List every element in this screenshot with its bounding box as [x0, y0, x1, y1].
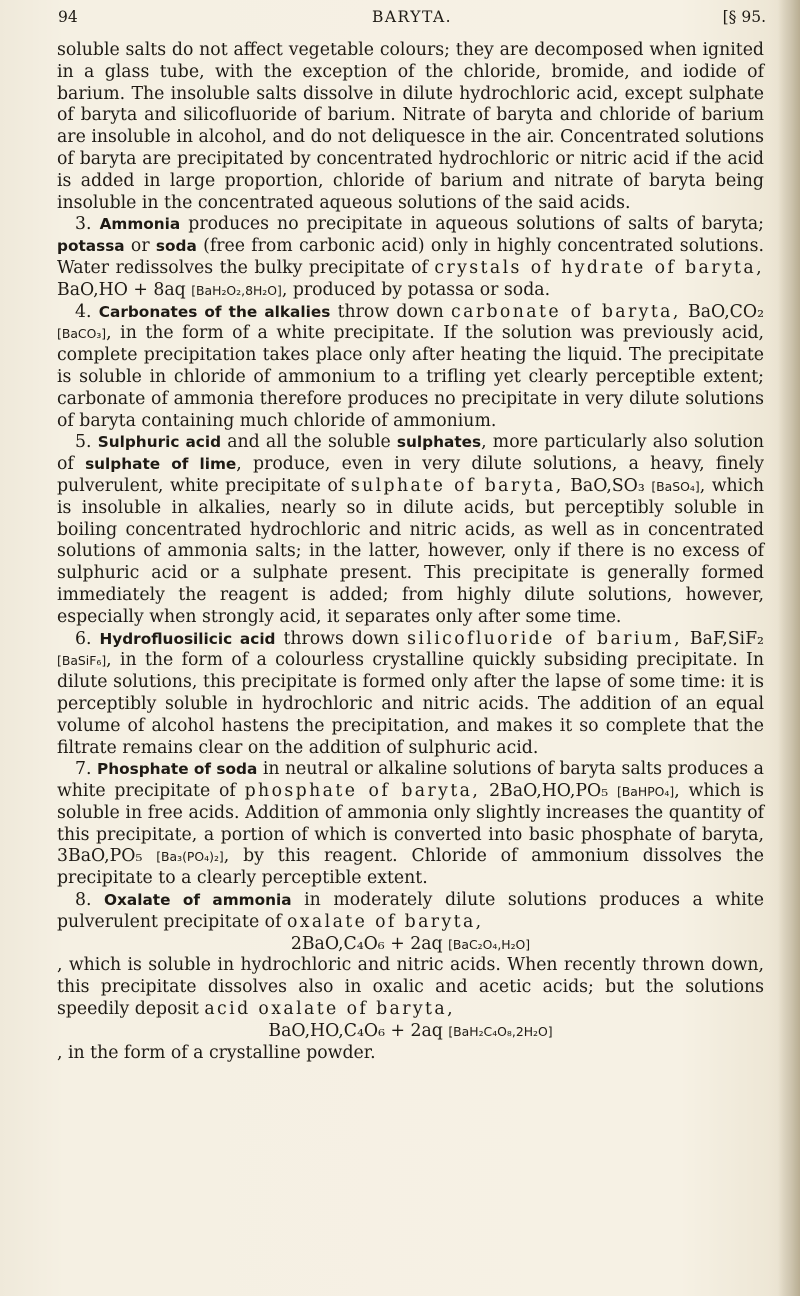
product-name: sulphate of baryta,: [350, 475, 564, 496]
text-run: (free from carbonic acid) only in highly concentrated solutions. Water redissolves the bulky precipitate of: [57, 236, 764, 278]
formula-old: BaF,SiF₂: [681, 628, 764, 649]
product-name: phosphate of baryta,: [244, 781, 481, 802]
text-run: , in the form of a crystalline powder.: [57, 1042, 376, 1063]
formula-modern: [BaC₂O₄,H₂O]: [448, 936, 531, 952]
formula-modern: [BaSO₄]: [651, 478, 700, 494]
paragraph-4-carbonates: [57, 302, 764, 433]
item-number: 4.: [75, 301, 92, 322]
product-name: crystals of hydrate of baryta,: [434, 257, 764, 278]
text-run: , produced by potassa or soda.: [281, 279, 551, 300]
reagent-heading: potassa: [57, 237, 125, 256]
formula-old: BaO,HO + 8aq: [57, 279, 192, 300]
formula-old: 2BaO,C₄O₆ + 2aq: [290, 933, 449, 954]
paragraph-8-oxalate: [57, 890, 764, 1064]
text-run: throws down: [275, 628, 408, 649]
paragraph-3-ammonia: [57, 214, 764, 301]
product-name: carbonate of baryta,: [451, 301, 681, 322]
formula-old: BaO,HO,C₄O₆ + 2aq: [268, 1020, 449, 1041]
reagent-heading: sulphates: [396, 433, 482, 452]
reagent-heading: Carbonates of the alkalies: [98, 302, 331, 321]
formula-modern: [BaHPO₄]: [616, 784, 675, 800]
page-number: 94: [58, 8, 78, 26]
formula-modern: [BaH₂O₂,8H₂O]: [191, 282, 282, 298]
text-run: , in the form of a white precipitate. If the solution was previously acid, complete precipitation takes place only after heating the liquid. The precipitate is soluble in chloride of ammonium to a trifling yet clearly perceptible extent; carbonate of ammonia therefore produces no precipitate in very dilute solutions of baryta containing much chloride of ammonium.: [57, 323, 764, 431]
text-run: , more particularly also solution of: [57, 432, 764, 475]
reagent-heading: Ammonia: [99, 215, 181, 234]
formula-modern: [BaH₂C₄O₈,2H₂O]: [448, 1023, 553, 1039]
text-run: , which is soluble in free acids. Addition of ammonia only slightly increases the quantity of this precipitate, a portion of which is converted into basic phosphate of baryta, 3BaO,PO₅: [57, 781, 764, 867]
reagent-heading: Oxalate of ammonia: [104, 891, 292, 910]
formula-old: BaO,SO₃: [563, 475, 652, 496]
centered-formula: [57, 1021, 764, 1043]
centered-formula: [57, 934, 764, 956]
text-run: or: [124, 236, 156, 257]
formula-old: BaO,CO₂: [680, 301, 765, 322]
paragraph-6-hydrofluosilicic: [57, 629, 764, 760]
paragraph-7-phosphate: [57, 759, 764, 890]
text-run: and all the soluble: [221, 432, 397, 453]
section-number: [§ 95.: [722, 8, 766, 26]
paragraph-intro: soluble salts do not affect vegetable colours; they are decomposed when ignited in a glass tube, with the exception of the chloride, bromide, and iodide of barium. The insoluble salts dissolve in dilute hydrochloric acid, except sulphate of baryta and silicofluoride of barium. Nitrate of baryta and chloride of barium are insoluble in alcohol, and do not deliquesce in the air. Concentrated solutions of baryta are precipitated by concentrated hydrochloric or nitric acid if the acid is added in large proportion, chloride of barium and nitrate of baryta being insoluble in the concentrated aqueous solutions of the said acids.: [57, 40, 764, 213]
running-header: [58, 8, 766, 34]
formula-modern: [BaSiF₆]: [57, 653, 107, 669]
item-number: 8.: [75, 890, 92, 911]
paragraph-5-sulphuric: [57, 432, 764, 628]
formula-modern: [BaCO₃]: [57, 326, 107, 342]
running-title: BARYTA.: [371, 8, 453, 26]
body-text: [57, 40, 764, 1064]
product-name: acid oxalate of baryta,: [204, 999, 455, 1020]
formula-old: 2BaO,HO,PO₅: [480, 781, 617, 802]
product-name: oxalate of baryta,: [286, 911, 484, 932]
reagent-heading: Sulphuric acid: [97, 433, 222, 452]
text-run: in neutral or alkaline solutions of baryta salts produces a white precipitate of: [57, 759, 764, 802]
reagent-heading: sulphate of lime: [85, 455, 237, 474]
item-number: 7.: [75, 759, 92, 780]
item-number: 6.: [75, 628, 92, 649]
reagent-heading: soda: [155, 237, 197, 256]
text-run: , which is soluble in hydrochloric and nitric acids. When recently thrown down, this precipitate dissolves also in oxalic and acetic acids; but the solutions speedily deposit: [57, 955, 764, 1020]
item-number: 5.: [75, 432, 92, 453]
text-run: , produce, even in very dilute solutions, a heavy, finely pulverulent, white precipitate of: [57, 454, 764, 496]
product-name: silicofluoride of barium,: [407, 628, 682, 649]
reagent-heading: Hydrofluosilicic acid: [99, 629, 276, 648]
text-run: , in the form of a colourless crystalline quickly subsiding precipitate. In dilute solutions, this precipitate is formed only after the lapse of some time: it is perceptibly soluble in hydrochloric and nitric acids. The addition of an equal volume of alcohol hastens the precipitation, and makes it so complete that the filtrate remains clear on the addition of sulphuric acid.: [57, 650, 764, 758]
text-run: produces no precipitate in aqueous solutions of salts of baryta;: [180, 214, 764, 235]
reagent-heading: Phosphate of soda: [97, 760, 258, 779]
text-run: , which is insoluble in alkalies, nearly so in dilute acids, but perceptibly soluble in boiling concentrated hydrochloric and nitric acids, as well as in concentrated solutions of ammonia salts; in the latter, however, only if there is no excess of sulphuric acid or a sulphate present. This precipitate is generally formed immediately the reagent is added; from highly dilute solutions, however, especially when strongly acid, it separates only after some time.: [57, 475, 764, 627]
item-number: 3.: [75, 214, 92, 235]
page-edge-shadow: [778, 0, 800, 1296]
text-run: throw down: [330, 301, 452, 322]
text-run: , by this reagent. Chloride of ammonium dissolves the precipitate to a clearly perceptible extent.: [57, 846, 764, 889]
formula-modern: [Ba₃(PO₄)₂]: [156, 849, 224, 865]
text-run: in moderately dilute solutions produces a white pulverulent precipitate of: [57, 890, 764, 932]
